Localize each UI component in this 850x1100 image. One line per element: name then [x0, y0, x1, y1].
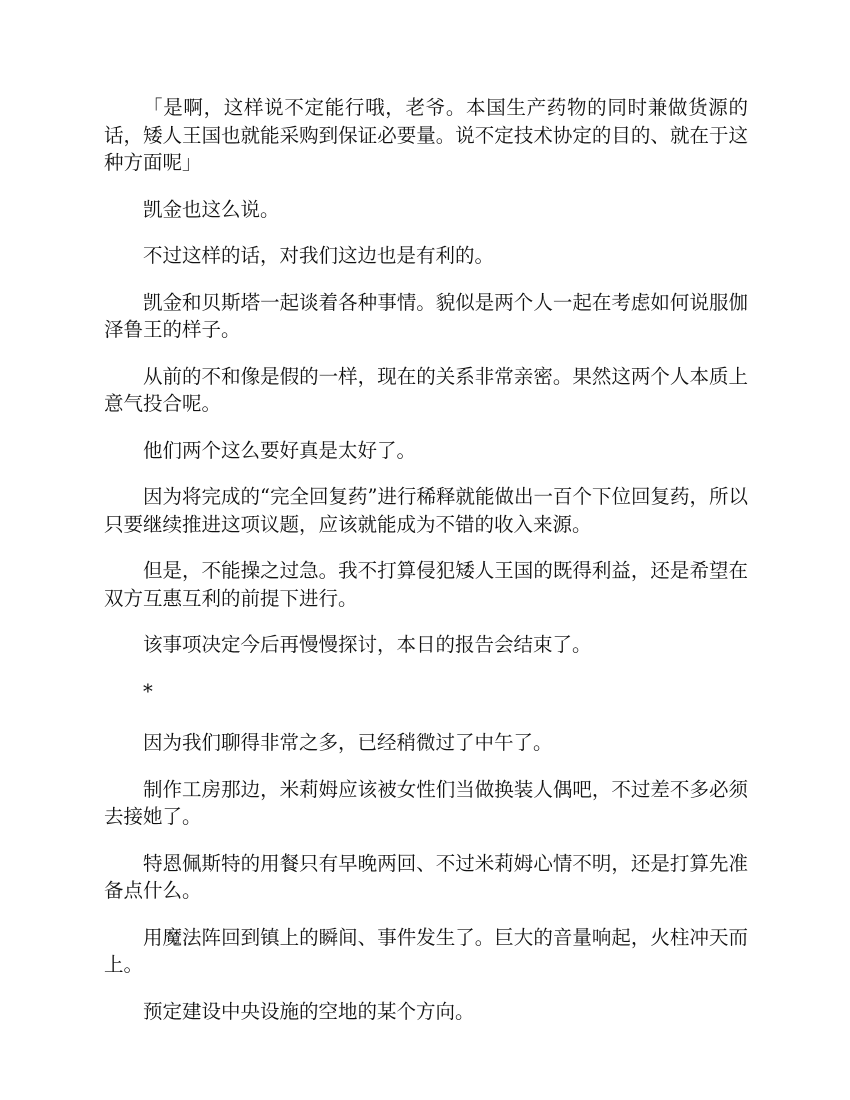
scene-break: *	[143, 679, 153, 703]
paragraph: 从前的不和像是假的一样，现在的关系非常亲密。果然这两个人本质上意气投合呢。	[104, 364, 748, 415]
paragraph: 「是啊，这样说不定能行哦，老爷。本国生产药物的同时兼做货源的话，矮人王国也就能采购到保证必要量。说不定技术协定的目的、就在于这种方面呢」	[104, 96, 748, 174]
paragraph: 他们两个这么要好真是太好了。	[143, 438, 417, 462]
paragraph: 特恩佩斯特的用餐只有早晚两回、不过米莉姆心情不明，还是打算先准备点什么。	[104, 851, 748, 902]
paragraph: 但是，不能操之过急。我不打算侵犯矮人王国的既得利益，还是希望在双方互惠互利的前提下进行。	[104, 559, 748, 610]
paragraph: 因为将完成的“完全回复药”进行稀释就能做出一百个下位回复药，所以只要继续推进这项议题，应该就能成为不错的收入来源。	[104, 485, 748, 536]
paragraph: 该事项决定今后再慢慢探讨，本日的报告会结束了。	[143, 633, 592, 656]
paragraph: 因为我们聊得非常之多，已经稍微过了中午了。	[143, 731, 553, 754]
paragraph: 凯金也这么说。	[143, 197, 280, 221]
paragraph: 用魔法阵回到镇上的瞬间、事件发生了。巨大的音量响起，火柱冲天而上。	[104, 925, 748, 976]
paragraph: 预定建设中央设施的空地的某个方向。	[143, 999, 475, 1023]
paragraph: 不过这样的话，对我们这边也是有利的。	[143, 244, 495, 267]
document-body	[104, 94, 748, 1044]
paragraph: 制作工房那边，米莉姆应该被女性们当做换装人偶吧，不过差不多必须去接她了。	[104, 777, 748, 828]
paragraph: 凯金和贝斯塔一起谈着各种事情。貌似是两个人一起在考虑如何说服伽泽鲁王的样子。	[104, 290, 748, 341]
